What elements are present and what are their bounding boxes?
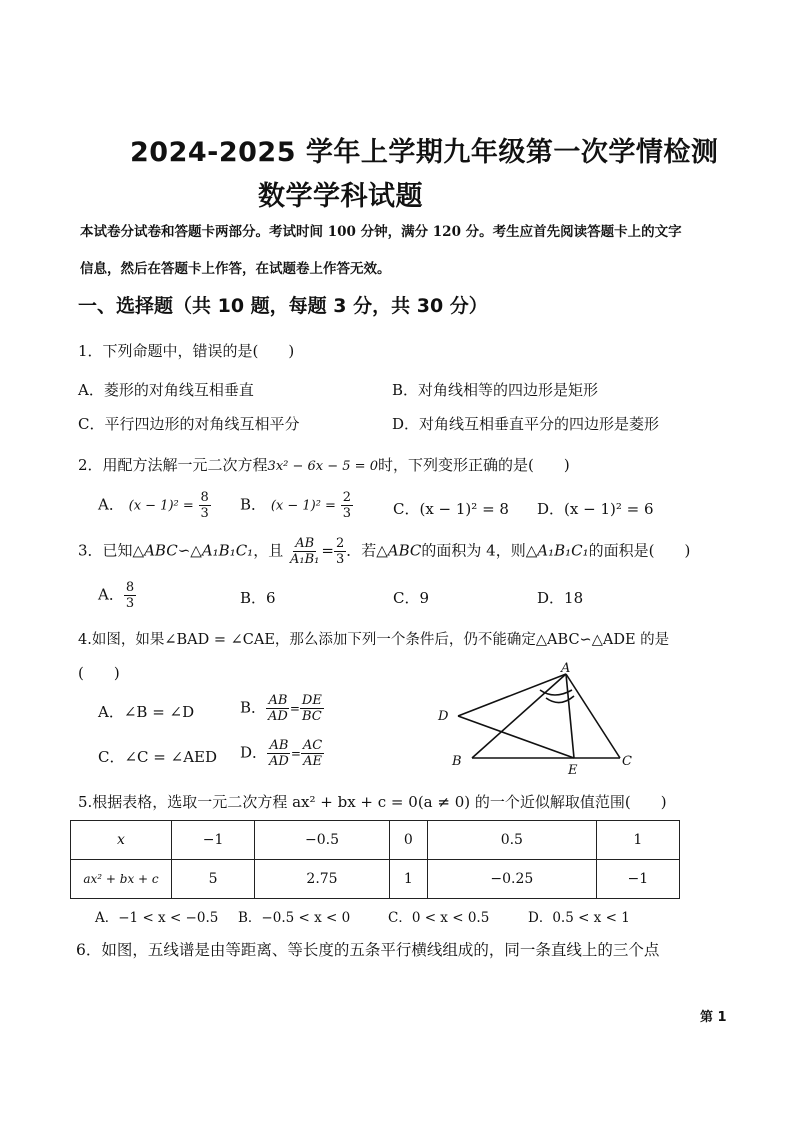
q3-option-a: A． $\frac{8}{3}$ [98,580,135,611]
angle-arc-2 [546,696,574,703]
q1-option-a: A．菱形的对角线互相垂直 [78,381,254,399]
q2-stem-pre: 2．用配方法解一元二次方程 [78,456,268,474]
table-cell: 5 [172,860,255,899]
q4-option-a: A．∠B = ∠D [98,703,195,721]
q5-option-b: B．−0.5 < x < 0 [238,910,351,926]
triangle-figure [430,660,640,780]
table-cell: 2.75 [255,860,390,899]
q2-option-d: D．(x − 1)² = 6 [537,500,654,518]
q3-option-b: B．6 [240,589,276,607]
table-row [71,860,680,899]
q2-stem [78,454,570,475]
table-cell: 0 [389,821,427,860]
table-cell: 1 [596,821,679,860]
q4-stem: 4.如图，如果∠BAD = ∠CAE，那么添加下列一个条件后，仍不能确定△ABC∽△ADE 的是 [78,632,670,648]
q5-stem: 5.根据表格，选取一元二次方程 ax² + bx + c = 0(a ≠ 0) 的一个近似解取值范围( ) [78,793,667,811]
intro-line-2: 信息，然后在答题卡上作答，在试题卷上作答无效。 [80,261,391,277]
q3-option-d: D．18 [537,589,584,607]
seg-AB [472,674,566,758]
q2-equation: 3x² − 6x − 5 = 0 [267,459,378,474]
q6-stem: 6．如图，五线谱是由等距离、等长度的五条平行横线组成的，同一条直线上的三个点 [76,941,660,959]
intro-line-1: 本试卷分试卷和答题卡两部分。考试时间 100 分钟，满分 120 分。考生应首先阅读答题卡上的文字 [80,224,682,240]
q5-option-d: D．0.5 < x < 1 [528,910,630,926]
q4-option-c: C．∠C = ∠AED [98,748,218,766]
table-cell: −0.25 [427,860,596,899]
q1-option-b: B．对角线相等的四边形是矩形 [392,381,599,399]
q5-option-a: A．−1 < x < −0.5 [95,910,219,926]
table-cell: −1 [172,821,255,860]
seg-AC [566,674,620,758]
q1-stem: 1．下列命题中，错误的是( ) [78,342,295,360]
page-number: 第 1 [700,1010,727,1025]
table-cell: 0.5 [427,821,596,860]
label-E: E [568,763,578,778]
table-cell: 1 [389,860,427,899]
q5-option-c: C．0 < x < 0.5 [388,910,490,926]
q3-option-c: C．9 [393,589,430,607]
table-cell: −0.5 [255,821,390,860]
values-table [70,820,680,899]
seg-AE [566,674,574,758]
table-row [71,821,680,860]
exam-subtitle: 数学学科试题 [258,181,423,212]
q1-option-d: D．对角线互相垂直平分的四边形是菱形 [392,415,660,433]
q2-option-c: C．(x − 1)² = 8 [393,500,509,518]
q2-option-b: B． (x − 1)² = $\frac{2}{3}$ [240,490,352,521]
label-C: C [622,754,632,769]
q1-option-c: C．平行四边形的对角线互相平分 [78,415,300,433]
label-A: A [561,661,571,676]
q2-stem-post: 时，下列变形正确的是( ) [377,456,570,474]
exam-title: 2024-2025 学年上学期九年级第一次学情检测 [130,137,719,168]
table-cell: −1 [596,860,679,899]
section-heading: 一、选择题（共 10 题，每题 3 分，共 30 分） [78,295,488,317]
q4-paren: ( ) [78,664,120,682]
table-head-expression: ax² + bx + c [71,860,172,899]
label-B: B [452,754,462,769]
q2-option-a: A． (x − 1)² = $\frac{8}{3}$ [98,490,209,521]
seg-DE [458,716,574,758]
label-D: D [438,709,449,724]
table-head-x: x [71,821,172,860]
q4-option-d: D． $\frac{AB}{AD}$ = $\frac{AC}{AE}$ [240,738,323,769]
q3-stem: 3．已知△ABC∽△A₁B₁C₁，且 $\frac{AB}{\text{A₁B₁}}$ = $\frac{2}{3}$ ．若△ABC的面积为 4，则△A₁B₁C₁的面积是( ) [78,536,691,567]
q4-option-b: B． $\frac{AB}{AD}$ = $\frac{DE}{BC}$ [240,693,322,724]
